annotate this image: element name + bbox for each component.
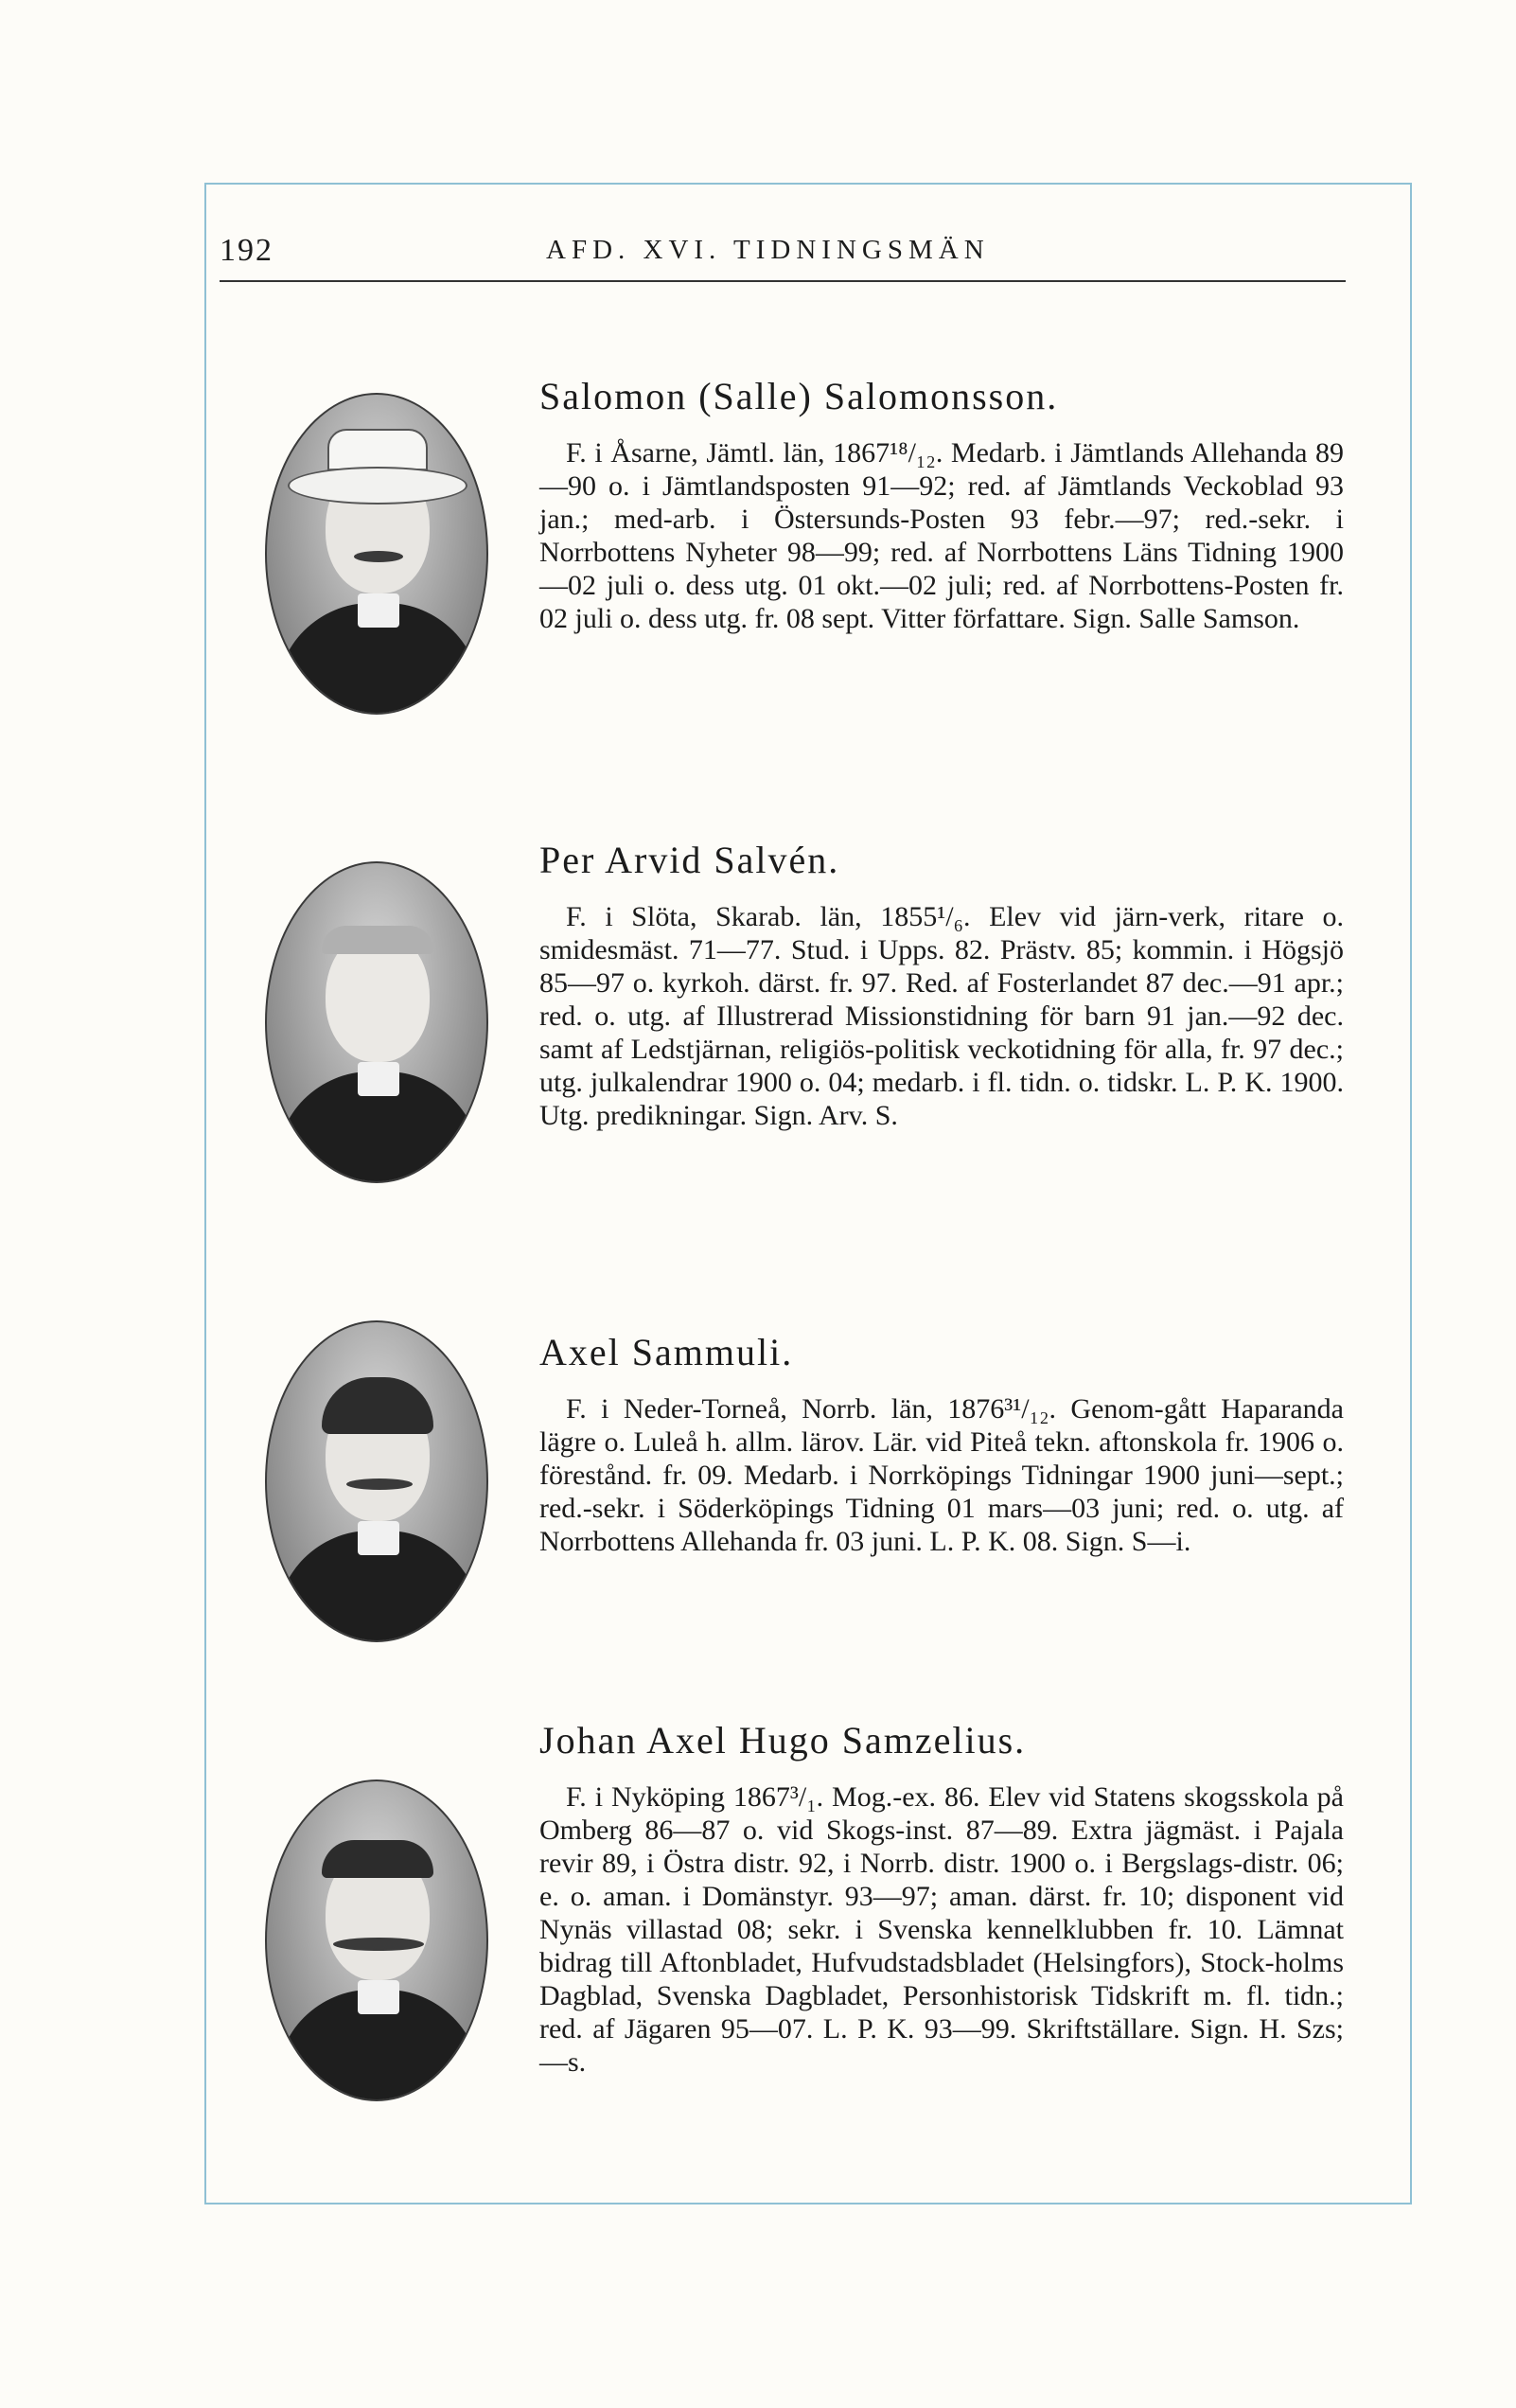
page-header — [220, 225, 1346, 282]
entry-name: Per Arvid Salvén. — [539, 839, 840, 881]
entry-biography: F. i Slöta, Skarab. län, 1855¹/₆. Elev vid järn-verk, ritare o. smidesmäst. 71—77. Stud. i Upps. 82. Prästv. 85; kommin. i Högsjö 85—97 o. kyrkoh. därst. fr. 97. Red. af Fosterlandet 87 dec.—91 apr.; red. o. utg. af Illustrerad Missionstidning för barn 91 jan.—92 dec. samt af Ledstjärnan, religiös-politisk veckotidning för alla, fr. 97 dec.; utg. julkalendrar 1900 o. 04; medarb. i fl. tidn. o. tidskr. L. P. K. 1900. Utg. predikningar. Sign. Arv. S. — [539, 901, 1344, 1131]
entry-biography: F. i Nyköping 1867³/₁. Mog.-ex. 86. Elev vid Statens skogsskola på Omberg 86—87 o. vid Skogs-inst. 87—89. Extra jägmäst. i Pajala revir 89, i Östra distr. 92, i Norrb. distr. 1900 o. i Bergslags-distr. 06; e. o. aman. i Domänstyr. 93—97; aman. därst. fr. 10; disponent vid Nynäs villastad 08; sekr. i Svenska kennelklubben fr. 10. Lämnat bidrag till Aftonbladet, Hufvudstadsbladet (Helsingfors), Stock-holms Dagblad, Svenska Dagbladet, Personhistorisk Tidskrift m. fl. tidn.; red. af Jägaren 95—07. L. P. K. 93—99. Skriftställare. Sign. H. Szs; —s. — [539, 1781, 1344, 2078]
portrait-man-with-hat-icon — [265, 393, 488, 715]
portrait-man-dark-hair-icon — [265, 1320, 488, 1642]
portrait-man-bald-icon — [265, 861, 488, 1183]
running-head: AFD. XVI. TIDNINGSMÄN — [546, 235, 990, 265]
entry-biography: F. i Åsarne, Jämtl. län, 1867¹⁸/₁₂. Medarb. i Jämtlands Allehanda 89—90 o. i Jämtlandsposten 91—92; red. af Jämtlands Veckoblad 93 jan.; med-arb. i Östersunds-Posten 93 febr.—97; red.-sekr. i Norrbottens Nyheter 98—99; red. af Norrbottens Läns Tidning 1900—02 juli o. dess utg. 01 okt.—02 juli; red. af Norrbottens-Posten fr. 02 juli o. dess utg. fr. 08 sept. Vitter författare. Sign. Salle Samson. — [539, 437, 1344, 634]
entry-name: Axel Sammuli. — [539, 1331, 794, 1373]
entry-name: Salomon (Salle) Salomonsson. — [539, 375, 1059, 417]
entry-biography: F. i Neder-Torneå, Norrb. län, 1876³¹/₁₂. Genom-gått Haparanda lägre o. Luleå h. allm. lärov. Lär. vid Piteå tekn. aftonskola fr. 1906 o. förestånd. fr. 09. Medarb. i Norrköpings Tidningar 1900 juni—sept.; red.-sekr. i Söderköpings Tidning 01 mars—03 juni; red. o. utg. af Norrbottens Allehanda fr. 03 juni. L. P. K. 08. Sign. S—i. — [539, 1393, 1344, 1557]
portrait-man-moustache-icon — [265, 1779, 488, 2101]
page-number: 192 — [220, 233, 273, 268]
entry-name: Johan Axel Hugo Samzelius. — [539, 1719, 1027, 1762]
